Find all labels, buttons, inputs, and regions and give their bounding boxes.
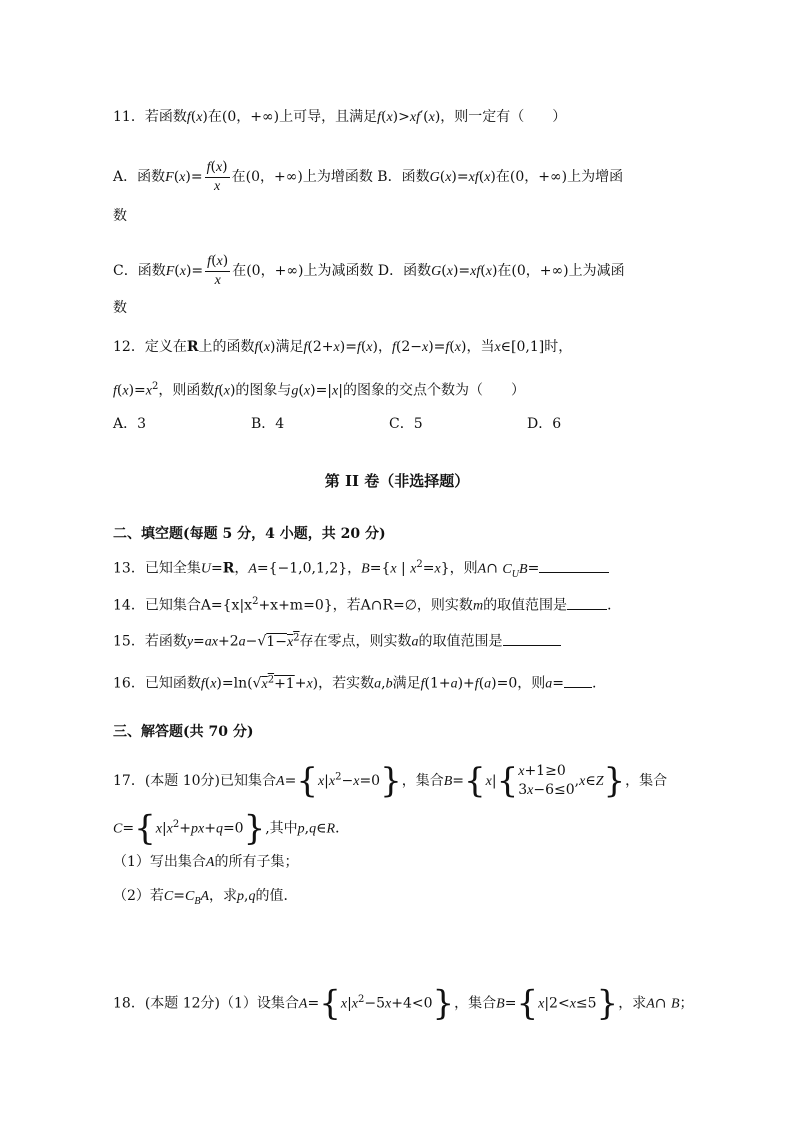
fraction: $\frac{f(x)}{x}$ — [206, 159, 228, 194]
q12-option-b: B．4 — [251, 416, 285, 432]
q13: 13．已知全集U=R，A={−1,0,1,2}，B={x | $x^2=x$}，则A∩ $C_UB=$ — [113, 555, 609, 584]
q12-option-c: C．5 — [389, 416, 423, 432]
answer-blank[interactable] — [564, 673, 592, 688]
answer-blank[interactable] — [539, 558, 609, 573]
q12-option-a: A．3 — [113, 416, 147, 432]
q12-option-d: D．6 — [527, 416, 562, 432]
q12-stem-2: $f(x)=x^2$，则函数f(x)的图象与g(x)=|x|的图象的交点个数为（ ） — [113, 381, 525, 399]
q11-option-cd-tail: 数 — [113, 300, 127, 316]
section2-title: 二、填空题(每题 5 分，4 小题，共 20 分) — [113, 526, 386, 542]
q11-option-ab: A．函数F(x)= $\frac{f(x)}{x}$ 在(0，+∞)上为增函数 B．函数G(x)=xf(x)在(0，+∞)上为增函 — [113, 159, 624, 194]
q14: 14．已知集合$A=\{x|x^2+x+m=0\}$，若A∩R=∅，则实数m的取值范围是 ． — [113, 596, 622, 614]
q17-stem-2: $C=\{x|x^2+px+q=0\}$,其中p,q∈R． — [113, 808, 350, 849]
q11-option-cd: C．函数F(x)= $\frac{f(x)}{x}$ 在(0，+∞)上为减函数 D．函数G(x)=xf(x)在(0，+∞)上为减函 — [113, 253, 625, 288]
q12-stem: 12．定义在R上的函数f(x)满足f(2+x)=f(x)，f(2−x)=f(x)，当x∈[0,1]时， — [113, 339, 573, 355]
q17-part1: （1）写出集合A的所有子集； — [113, 854, 299, 870]
q12-options — [113, 414, 713, 434]
fraction: $\frac{f(x)}{x}$ — [207, 253, 229, 288]
q11-option-ab-tail: 数 — [113, 208, 127, 224]
q15: 15．若函数$y=ax+2a-√1-x^2$存在零点，则实数a的取值范围是 — [113, 628, 561, 653]
answer-blank[interactable] — [567, 595, 607, 610]
part2-title: 第 II 卷（非选择题） — [324, 472, 470, 490]
section3-title: 三、解答题(共 70 分) — [113, 724, 254, 740]
answer-blank[interactable] — [503, 631, 561, 646]
q17-part2: （2）若$C=C_BA$，求p,q的值． — [113, 888, 298, 907]
q16: 16．已知函数$f(x)=\ln(√x^2+1+x)$，若实数a,b满足f(1+a)+f(a)=0，则a= . — [113, 674, 597, 692]
q11-stem: 11．若函数f(x)在(0，+∞)上可导，且满足f(x)>xf′(x)，则一定有（ ） — [113, 109, 567, 125]
q17-stem: 17．(本题 10分)已知集合$A=\{x|x^2-x=0\}$，集合B={x|{ x+1≥0 3x−6≤0 ,x∈Z}，集合 — [113, 761, 668, 801]
q18-stem: 18．(本题 12分)（1）设集合$A=\{x|x^2-5x+4<0\}$，集合B={x|2<x≤5}，求A∩ B； — [113, 983, 694, 1024]
